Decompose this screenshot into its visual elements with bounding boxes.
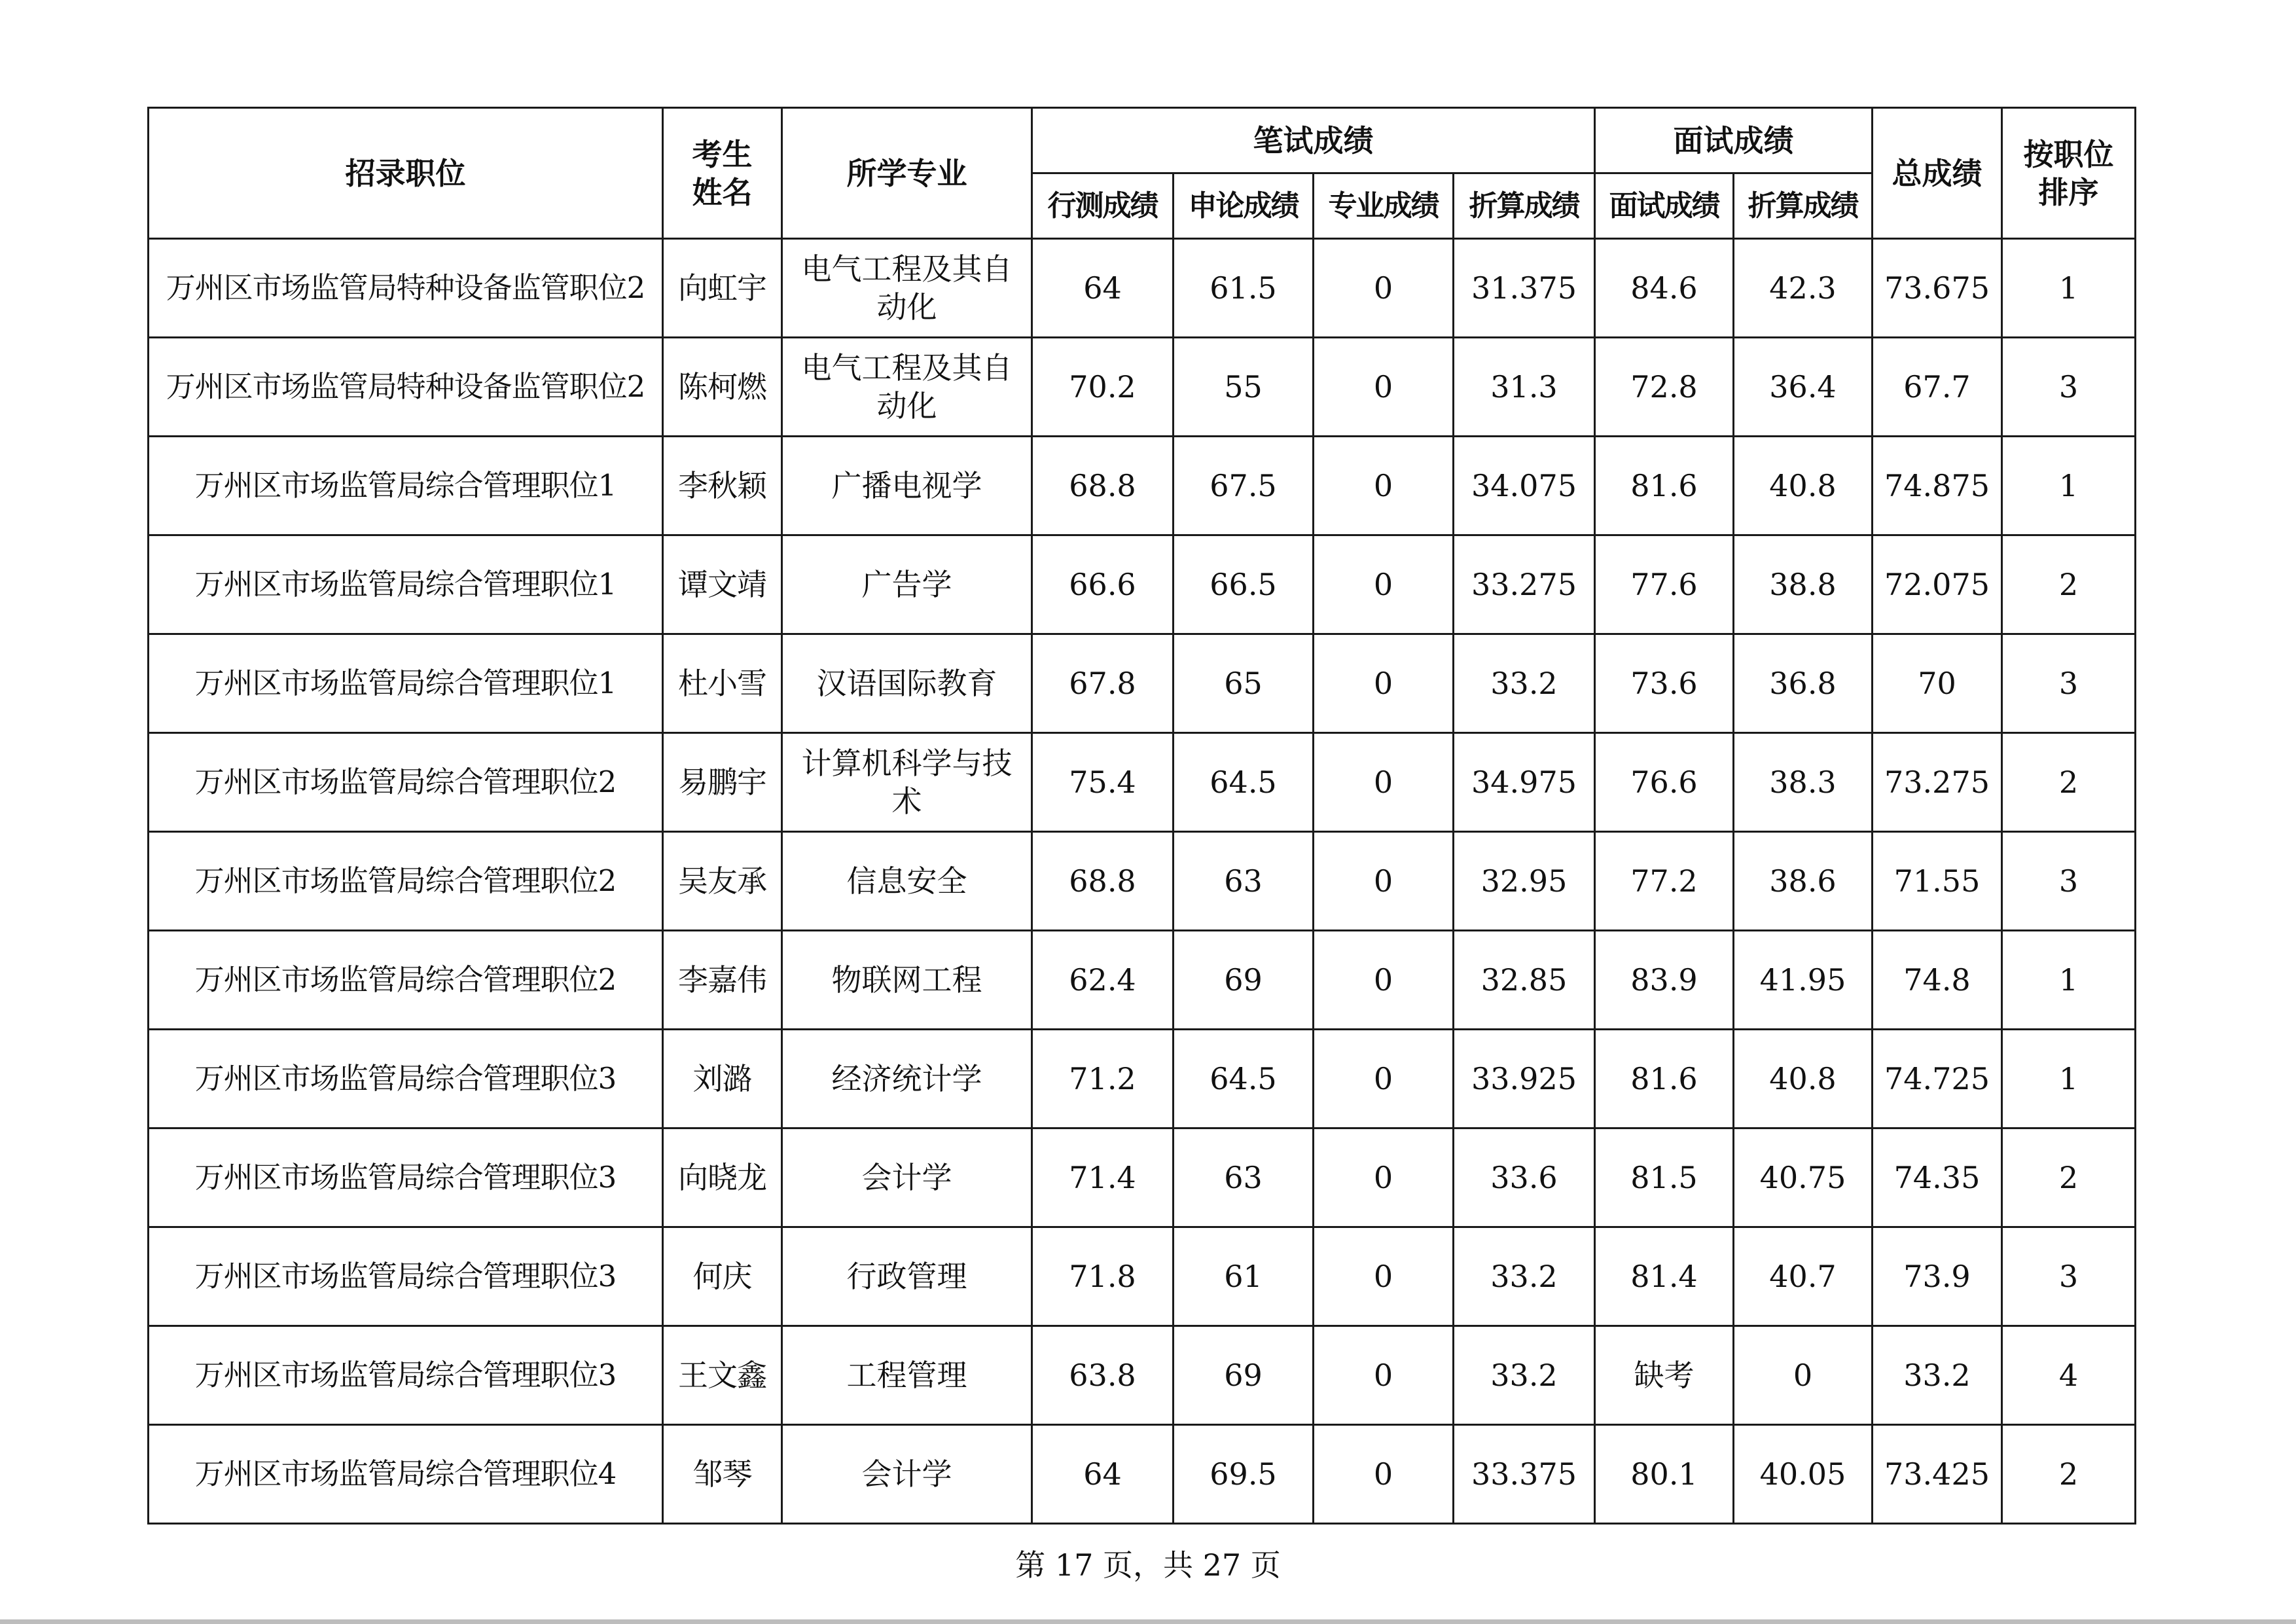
cell-zhuanye: 0 — [1314, 634, 1454, 733]
cell-written-converted: 34.075 — [1454, 437, 1595, 535]
cell-name: 杜小雪 — [663, 634, 782, 733]
cell-written-converted: 33.2 — [1454, 634, 1595, 733]
cell-name: 刘潞 — [663, 1030, 782, 1128]
bottom-divider — [0, 1619, 2296, 1624]
score-table — [147, 107, 2136, 1525]
cell-major: 广播电视学 — [782, 437, 1032, 535]
cell-written-converted: 34.975 — [1454, 733, 1595, 832]
cell-shenlun: 69 — [1174, 931, 1314, 1030]
cell-position: 万州区市场监管局综合管理职位3 — [149, 1128, 663, 1227]
header-zhuanye: 专业成绩 — [1314, 173, 1454, 239]
cell-xingce: 75.4 — [1032, 733, 1174, 832]
cell-total: 73.675 — [1873, 239, 2002, 338]
cell-position: 万州区市场监管局综合管理职位2 — [149, 931, 663, 1030]
table-row — [149, 1425, 2136, 1524]
cell-position: 万州区市场监管局综合管理职位2 — [149, 733, 663, 832]
cell-total: 73.275 — [1873, 733, 2002, 832]
cell-major: 计算机科学与技术 — [782, 733, 1032, 832]
header-interview-group: 面试成绩 — [1595, 108, 1873, 173]
table-row — [149, 733, 2136, 832]
cell-total: 33.2 — [1873, 1326, 2002, 1425]
cell-xingce: 68.8 — [1032, 832, 1174, 931]
cell-major: 经济统计学 — [782, 1030, 1032, 1128]
cell-written-converted: 33.6 — [1454, 1128, 1595, 1227]
cell-interview-score: 76.6 — [1595, 733, 1734, 832]
cell-rank: 3 — [2002, 1227, 2136, 1326]
cell-xingce: 64 — [1032, 239, 1174, 338]
table-row — [149, 832, 2136, 931]
cell-position: 万州区市场监管局综合管理职位1 — [149, 437, 663, 535]
header-position: 招录职位 — [149, 108, 663, 239]
cell-name: 吴友承 — [663, 832, 782, 931]
cell-total: 74.8 — [1873, 931, 2002, 1030]
cell-rank: 2 — [2002, 1425, 2136, 1524]
cell-name: 易鹏宇 — [663, 733, 782, 832]
cell-xingce: 67.8 — [1032, 634, 1174, 733]
cell-interview-score: 83.9 — [1595, 931, 1734, 1030]
cell-name: 陈柯燃 — [663, 338, 782, 437]
cell-xingce: 68.8 — [1032, 437, 1174, 535]
cell-interview-score: 缺考 — [1595, 1326, 1734, 1425]
cell-interview-converted: 40.8 — [1734, 1030, 1873, 1128]
cell-rank: 2 — [2002, 1128, 2136, 1227]
cell-interview-converted: 40.8 — [1734, 437, 1873, 535]
cell-position: 万州区市场监管局特种设备监管职位2 — [149, 338, 663, 437]
cell-major: 广告学 — [782, 535, 1032, 634]
header-rank: 按职位 排序 — [2002, 108, 2136, 239]
cell-zhuanye: 0 — [1314, 1425, 1454, 1524]
cell-rank: 2 — [2002, 535, 2136, 634]
table-row — [149, 931, 2136, 1030]
cell-interview-score: 81.6 — [1595, 1030, 1734, 1128]
cell-xingce: 71.4 — [1032, 1128, 1174, 1227]
cell-shenlun: 61.5 — [1174, 239, 1314, 338]
cell-shenlun: 63 — [1174, 832, 1314, 931]
header-xingce: 行测成绩 — [1032, 173, 1174, 239]
cell-xingce: 62.4 — [1032, 931, 1174, 1030]
cell-total: 72.075 — [1873, 535, 2002, 634]
cell-xingce: 66.6 — [1032, 535, 1174, 634]
header-written-converted: 折算成绩 — [1454, 173, 1595, 239]
cell-xingce: 64 — [1032, 1425, 1174, 1524]
cell-name: 李秋颖 — [663, 437, 782, 535]
cell-written-converted: 31.3 — [1454, 338, 1595, 437]
cell-name: 向虹宇 — [663, 239, 782, 338]
table-body — [149, 239, 2136, 1524]
cell-interview-score: 80.1 — [1595, 1425, 1734, 1524]
cell-shenlun: 65 — [1174, 634, 1314, 733]
cell-total: 73.9 — [1873, 1227, 2002, 1326]
cell-zhuanye: 0 — [1314, 733, 1454, 832]
cell-shenlun: 66.5 — [1174, 535, 1314, 634]
cell-written-converted: 33.2 — [1454, 1227, 1595, 1326]
cell-major: 会计学 — [782, 1128, 1032, 1227]
cell-position: 万州区市场监管局综合管理职位1 — [149, 634, 663, 733]
cell-interview-converted: 40.7 — [1734, 1227, 1873, 1326]
cell-zhuanye: 0 — [1314, 832, 1454, 931]
cell-shenlun: 64.5 — [1174, 733, 1314, 832]
cell-written-converted: 33.925 — [1454, 1030, 1595, 1128]
cell-interview-score: 77.2 — [1595, 832, 1734, 931]
cell-name: 谭文靖 — [663, 535, 782, 634]
cell-written-converted: 32.95 — [1454, 832, 1595, 931]
cell-interview-score: 81.4 — [1595, 1227, 1734, 1326]
cell-xingce: 63.8 — [1032, 1326, 1174, 1425]
cell-zhuanye: 0 — [1314, 338, 1454, 437]
cell-shenlun: 69.5 — [1174, 1425, 1314, 1524]
cell-total: 71.55 — [1873, 832, 2002, 931]
cell-rank: 3 — [2002, 634, 2136, 733]
page-footer: 第 17 页，共 27 页 — [1015, 1547, 1281, 1583]
cell-xingce: 71.8 — [1032, 1227, 1174, 1326]
cell-zhuanye: 0 — [1314, 437, 1454, 535]
cell-interview-converted: 38.8 — [1734, 535, 1873, 634]
cell-position: 万州区市场监管局综合管理职位2 — [149, 832, 663, 931]
cell-written-converted: 33.275 — [1454, 535, 1595, 634]
cell-zhuanye: 0 — [1314, 239, 1454, 338]
header-interview-converted: 折算成绩 — [1734, 173, 1873, 239]
table-row — [149, 535, 2136, 634]
table-row — [149, 634, 2136, 733]
cell-shenlun: 55 — [1174, 338, 1314, 437]
cell-position: 万州区市场监管局综合管理职位3 — [149, 1030, 663, 1128]
cell-position: 万州区市场监管局综合管理职位1 — [149, 535, 663, 634]
cell-shenlun: 69 — [1174, 1326, 1314, 1425]
cell-position: 万州区市场监管局综合管理职位3 — [149, 1326, 663, 1425]
cell-total: 70 — [1873, 634, 2002, 733]
cell-major: 汉语国际教育 — [782, 634, 1032, 733]
cell-shenlun: 61 — [1174, 1227, 1314, 1326]
table-row — [149, 239, 2136, 338]
cell-name: 向晓龙 — [663, 1128, 782, 1227]
cell-shenlun: 67.5 — [1174, 437, 1314, 535]
cell-interview-converted: 38.6 — [1734, 832, 1873, 931]
cell-written-converted: 33.375 — [1454, 1425, 1595, 1524]
cell-xingce: 71.2 — [1032, 1030, 1174, 1128]
cell-major: 电气工程及其自动化 — [782, 239, 1032, 338]
cell-major: 工程管理 — [782, 1326, 1032, 1425]
cell-rank: 3 — [2002, 338, 2136, 437]
cell-interview-score: 84.6 — [1595, 239, 1734, 338]
table-row — [149, 1326, 2136, 1425]
cell-zhuanye: 0 — [1314, 1128, 1454, 1227]
cell-interview-converted: 40.75 — [1734, 1128, 1873, 1227]
table-row — [149, 338, 2136, 437]
cell-interview-converted: 0 — [1734, 1326, 1873, 1425]
cell-major: 电气工程及其自动化 — [782, 338, 1032, 437]
cell-major: 信息安全 — [782, 832, 1032, 931]
header-written-group: 笔试成绩 — [1032, 108, 1595, 173]
cell-total: 74.875 — [1873, 437, 2002, 535]
header-row-1 — [149, 108, 2136, 173]
cell-rank: 3 — [2002, 832, 2136, 931]
cell-rank: 4 — [2002, 1326, 2136, 1425]
cell-name: 李嘉伟 — [663, 931, 782, 1030]
cell-written-converted: 31.375 — [1454, 239, 1595, 338]
cell-shenlun: 64.5 — [1174, 1030, 1314, 1128]
cell-xingce: 70.2 — [1032, 338, 1174, 437]
cell-interview-converted: 36.8 — [1734, 634, 1873, 733]
cell-zhuanye: 0 — [1314, 535, 1454, 634]
cell-interview-converted: 42.3 — [1734, 239, 1873, 338]
cell-written-converted: 33.2 — [1454, 1326, 1595, 1425]
cell-total: 74.35 — [1873, 1128, 2002, 1227]
header-total: 总成绩 — [1873, 108, 2002, 239]
table-row — [149, 1227, 2136, 1326]
cell-zhuanye: 0 — [1314, 1326, 1454, 1425]
cell-total: 67.7 — [1873, 338, 2002, 437]
cell-interview-converted: 36.4 — [1734, 338, 1873, 437]
cell-zhuanye: 0 — [1314, 1227, 1454, 1326]
cell-interview-converted: 38.3 — [1734, 733, 1873, 832]
cell-name: 邹琴 — [663, 1425, 782, 1524]
table-row — [149, 1128, 2136, 1227]
header-major: 所学专业 — [782, 108, 1032, 239]
cell-position: 万州区市场监管局综合管理职位3 — [149, 1227, 663, 1326]
cell-major: 行政管理 — [782, 1227, 1032, 1326]
cell-interview-score: 72.8 — [1595, 338, 1734, 437]
cell-zhuanye: 0 — [1314, 1030, 1454, 1128]
cell-interview-score: 81.5 — [1595, 1128, 1734, 1227]
cell-name: 何庆 — [663, 1227, 782, 1326]
cell-interview-converted: 41.95 — [1734, 931, 1873, 1030]
cell-position: 万州区市场监管局综合管理职位4 — [149, 1425, 663, 1524]
cell-interview-score: 81.6 — [1595, 437, 1734, 535]
cell-shenlun: 63 — [1174, 1128, 1314, 1227]
header-interview-score: 面试成绩 — [1595, 173, 1734, 239]
header-name: 考生 姓名 — [663, 108, 782, 239]
table-row — [149, 437, 2136, 535]
table-row — [149, 1030, 2136, 1128]
cell-position: 万州区市场监管局特种设备监管职位2 — [149, 239, 663, 338]
cell-rank: 2 — [2002, 733, 2136, 832]
cell-rank: 1 — [2002, 437, 2136, 535]
header-shenlun: 申论成绩 — [1174, 173, 1314, 239]
cell-total: 73.425 — [1873, 1425, 2002, 1524]
cell-written-converted: 32.85 — [1454, 931, 1595, 1030]
cell-major: 会计学 — [782, 1425, 1032, 1524]
cell-rank: 1 — [2002, 931, 2136, 1030]
cell-interview-converted: 40.05 — [1734, 1425, 1873, 1524]
cell-interview-score: 77.6 — [1595, 535, 1734, 634]
cell-major: 物联网工程 — [782, 931, 1032, 1030]
cell-rank: 1 — [2002, 239, 2136, 338]
cell-zhuanye: 0 — [1314, 931, 1454, 1030]
cell-total: 74.725 — [1873, 1030, 2002, 1128]
cell-interview-score: 73.6 — [1595, 634, 1734, 733]
cell-name: 王文鑫 — [663, 1326, 782, 1425]
cell-rank: 1 — [2002, 1030, 2136, 1128]
